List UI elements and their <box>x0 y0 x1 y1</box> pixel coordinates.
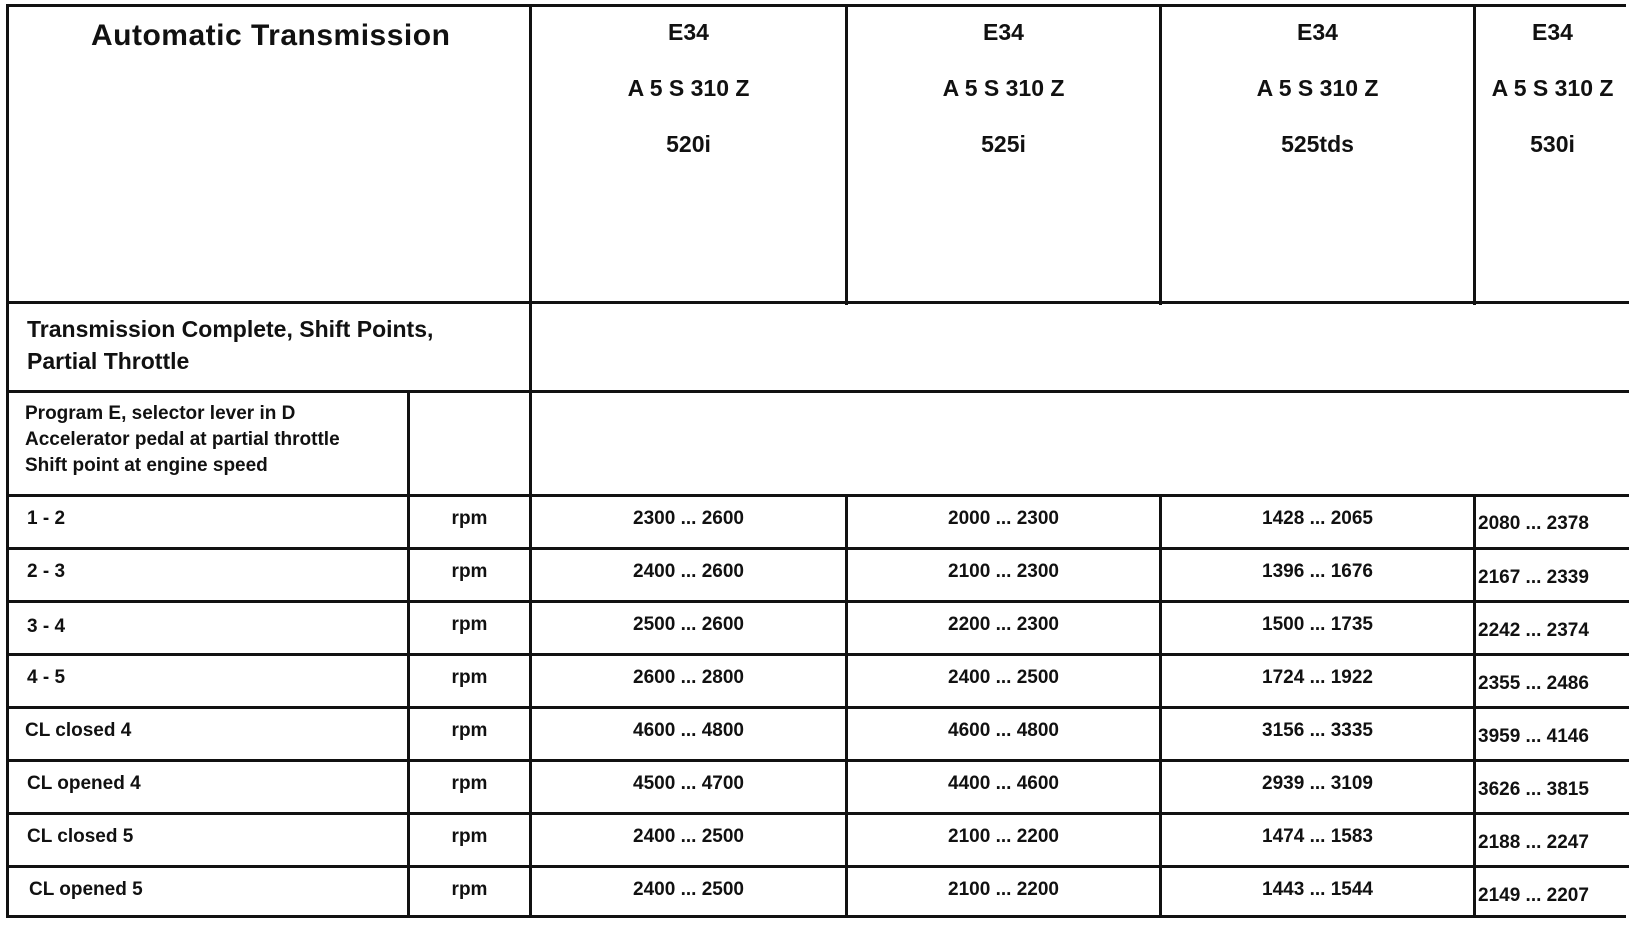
spec-table <box>6 4 1626 918</box>
column-variant: 525i <box>981 131 1026 157</box>
table-cell: 1724 ... 1922 <box>1262 667 1373 688</box>
table-title: Automatic Transmission <box>91 19 451 52</box>
row-unit: rpm <box>451 561 488 582</box>
row-unit: rpm <box>451 826 488 847</box>
row-unit: rpm <box>451 773 488 794</box>
table-cell: 2000 ... 2300 <box>948 508 1059 529</box>
row-unit: rpm <box>451 667 488 688</box>
table-cell: 4400 ... 4600 <box>948 773 1059 794</box>
row-unit: rpm <box>451 614 488 635</box>
row-label: CL opened 5 <box>29 879 143 900</box>
table-cell: 3626 ... 3815 <box>1478 779 1589 800</box>
column-transmission: A 5 S 310 Z <box>942 75 1065 101</box>
table-cell: 3959 ... 4146 <box>1478 726 1589 747</box>
table-cell: 1443 ... 1544 <box>1262 879 1373 900</box>
column-model: E34 <box>1297 19 1338 45</box>
table-cell: 2188 ... 2247 <box>1478 832 1589 853</box>
row-label: CL opened 4 <box>27 773 141 794</box>
divider <box>9 494 1629 497</box>
table-cell: 1396 ... 1676 <box>1262 561 1373 582</box>
table-cell: 4600 ... 4800 <box>948 720 1059 741</box>
divider <box>9 759 1629 762</box>
table-cell: 2100 ... 2300 <box>948 561 1059 582</box>
divider <box>9 390 1629 393</box>
row-label: CL closed 5 <box>27 826 134 847</box>
divider <box>9 865 1629 868</box>
table-cell: 2500 ... 2600 <box>633 614 744 635</box>
divider <box>9 653 1629 656</box>
column-transmission: A 5 S 310 Z <box>1256 75 1379 101</box>
test-conditions <box>25 401 405 479</box>
section-title-line: Partial Throttle <box>27 348 190 374</box>
table-cell: 2400 ... 2500 <box>948 667 1059 688</box>
column-model: E34 <box>1532 19 1573 45</box>
table-cell: 2400 ... 2600 <box>633 561 744 582</box>
column-variant: 530i <box>1530 131 1575 157</box>
condition-line: Shift point at engine speed <box>25 455 268 476</box>
table-cell: 1500 ... 1735 <box>1262 614 1373 635</box>
column-transmission: A 5 S 310 Z <box>1491 75 1614 101</box>
table-cell: 2300 ... 2600 <box>633 508 744 529</box>
row-label: 2 - 3 <box>27 561 66 582</box>
table-cell: 2939 ... 3109 <box>1262 773 1373 794</box>
condition-line: Program E, selector lever in D <box>25 403 296 424</box>
column-variant: 525tds <box>1281 131 1354 157</box>
row-unit: rpm <box>451 879 488 900</box>
table-cell: 2400 ... 2500 <box>633 879 744 900</box>
column-header-525tds <box>1162 21 1473 189</box>
table-cell: 1474 ... 1583 <box>1262 826 1373 847</box>
column-transmission: A 5 S 310 Z <box>627 75 750 101</box>
row-unit: rpm <box>451 720 488 741</box>
table-cell: 2149 ... 2207 <box>1478 885 1589 906</box>
divider <box>9 547 1629 550</box>
table-cell: 2167 ... 2339 <box>1478 567 1589 588</box>
column-header-530i <box>1476 21 1629 189</box>
section-title <box>27 313 527 377</box>
row-label: 3 - 4 <box>27 616 66 637</box>
row-label: 4 - 5 <box>27 667 66 688</box>
table-cell: 2100 ... 2200 <box>948 879 1059 900</box>
table-cell: 2600 ... 2800 <box>633 667 744 688</box>
table-cell: 2200 ... 2300 <box>948 614 1059 635</box>
divider <box>9 706 1629 709</box>
table-cell: 4600 ... 4800 <box>633 720 744 741</box>
section-title-line: Transmission Complete, Shift Points, <box>27 316 434 342</box>
table-cell: 1428 ... 2065 <box>1262 508 1373 529</box>
column-header-520i <box>532 21 845 189</box>
divider <box>9 812 1629 815</box>
divider <box>9 600 1629 603</box>
row-label: 1 - 2 <box>27 508 66 529</box>
column-header-525i <box>848 21 1159 189</box>
divider <box>9 301 1629 304</box>
table-cell: 3156 ... 3335 <box>1262 720 1373 741</box>
table-cell: 2355 ... 2486 <box>1478 673 1589 694</box>
table-cell: 2400 ... 2500 <box>633 826 744 847</box>
column-model: E34 <box>983 19 1024 45</box>
table-cell: 2242 ... 2374 <box>1478 620 1589 641</box>
table-cell: 2100 ... 2200 <box>948 826 1059 847</box>
row-unit: rpm <box>451 508 488 529</box>
row-label: CL closed 4 <box>25 720 132 741</box>
table-cell: 2080 ... 2378 <box>1478 513 1589 534</box>
column-model: E34 <box>668 19 709 45</box>
column-variant: 520i <box>666 131 711 157</box>
table-cell: 4500 ... 4700 <box>633 773 744 794</box>
condition-line: Accelerator pedal at partial throttle <box>25 429 340 450</box>
